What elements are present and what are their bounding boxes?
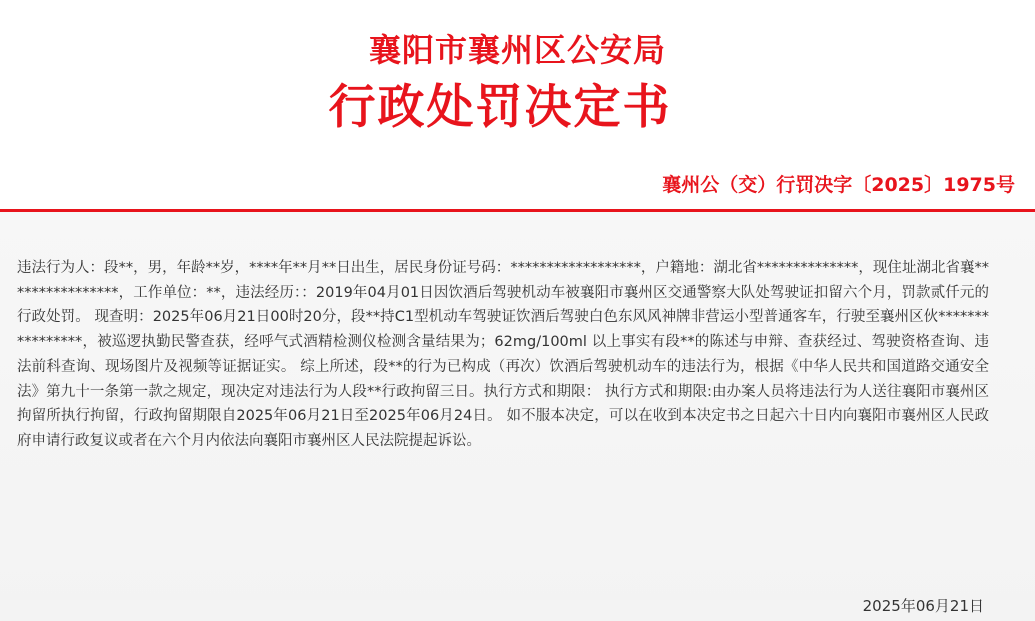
document-header — [0, 0, 1035, 212]
decision-date: 2025年06月21日 — [862, 597, 984, 615]
document-number: 襄州公（交）行罚决字〔2025〕1975号 — [662, 174, 1015, 196]
agency-name: 襄阳市襄州区公安局 — [368, 31, 666, 69]
document-title: 行政处罚决定书 — [328, 80, 672, 135]
decision-text: 违法行为人：段**，男，年龄**岁，****年**月**日出生，居民身份证号码：******************，户籍地：湖北省**************，现住址湖北省襄****************，工作单位：**，违法经历：：2019年04月01日因饮酒后驾驶机动车被襄阳市襄州区交通警察大队处驾驶证扣留六个月，罚款贰仟元的行政处罚。 现查明：2025年06月21日00时20分，段**持C1型机动车驾驶证饮酒后驾驶白色东风风神牌非营运小型普通客车，行驶至襄州区伙****************，被巡逻执勤民警查获，经呼气式酒精检测仪检测含量结果为；62mg/100ml 以上事实有段**的陈述与申辩、查获经过、驾驶资格查询、违法前科查询、现场图片及视频等证据证实。 综上所述，段**的行为已构成（再次）饮酒后驾驶机动车的违法行为，根据《中华人民共和国道路交通安全法》第九十一条第一款之规定，现决定对违法行为人段**行政拘留三日。执行方式和期限： 执行方式和期限:由办案人员将违法行为人送往襄阳市襄州区拘留所执行拘留，行政拘留期限自2025年06月21日至2025年06月24日。 如不服本决定，可以在收到本决定书之日起六十日内向襄阳市襄州区人民政府申请行政复议或者在六个月内依法向襄阳市襄州区人民法院提起诉讼。 — [17, 260, 989, 449]
